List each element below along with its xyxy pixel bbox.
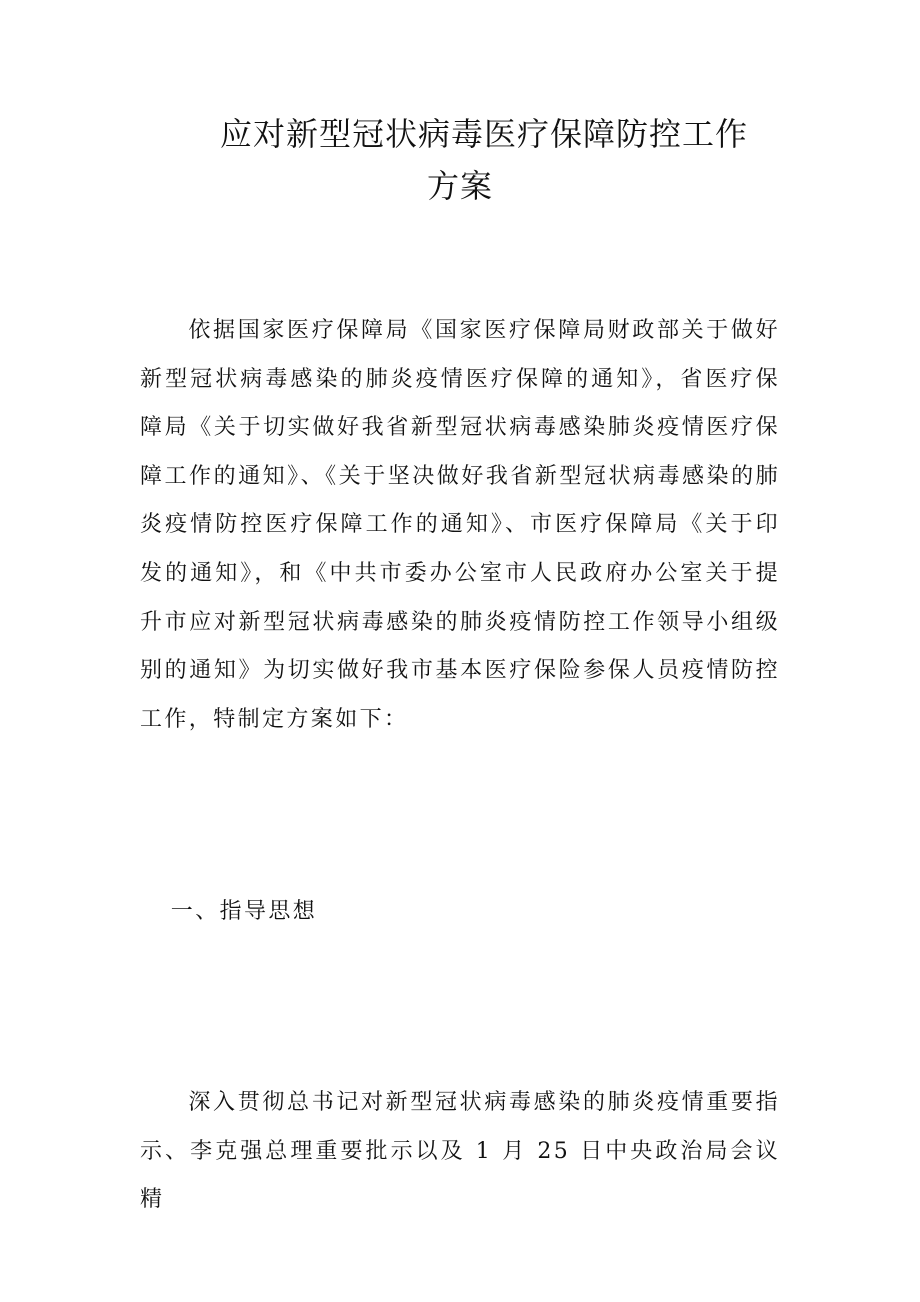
intro-paragraph: 依据国家医疗保障局《国家医疗保障局财政部关于做好新型冠状病毒感染的肺炎疫情医疗保障的通知》，省医疗保障局《关于切实做好我省新型冠状病毒感染肺炎疫情医疗保障工作的通知》、《关于坚决做好我省新型冠状病毒感染的肺炎疫情防控医疗保障工作的通知》、市医疗保障局《关于印发的通知》，和《中共市委办公室市人民政府办公室关于提升市应对新型冠状病毒感染的肺炎疫情防控工作领导小组级别的通知》为切实做好我市基本医疗保险参保人员疫情防控工作，特制定方案如下： — [140, 318, 780, 732]
title-line-2: 方案 — [426, 167, 493, 205]
section-1-heading: 一、指导思想 — [170, 899, 318, 924]
section-1-paragraph: 深入贯彻总书记对新型冠状病毒感染的肺炎疫情重要指示、李克强总理重要批示以及 1 月 25 日中央政治局会议精 — [140, 1090, 780, 1213]
document-title — [140, 108, 780, 212]
title-line-1: 应对新型冠状病毒医疗保障防控工作 — [219, 115, 748, 153]
